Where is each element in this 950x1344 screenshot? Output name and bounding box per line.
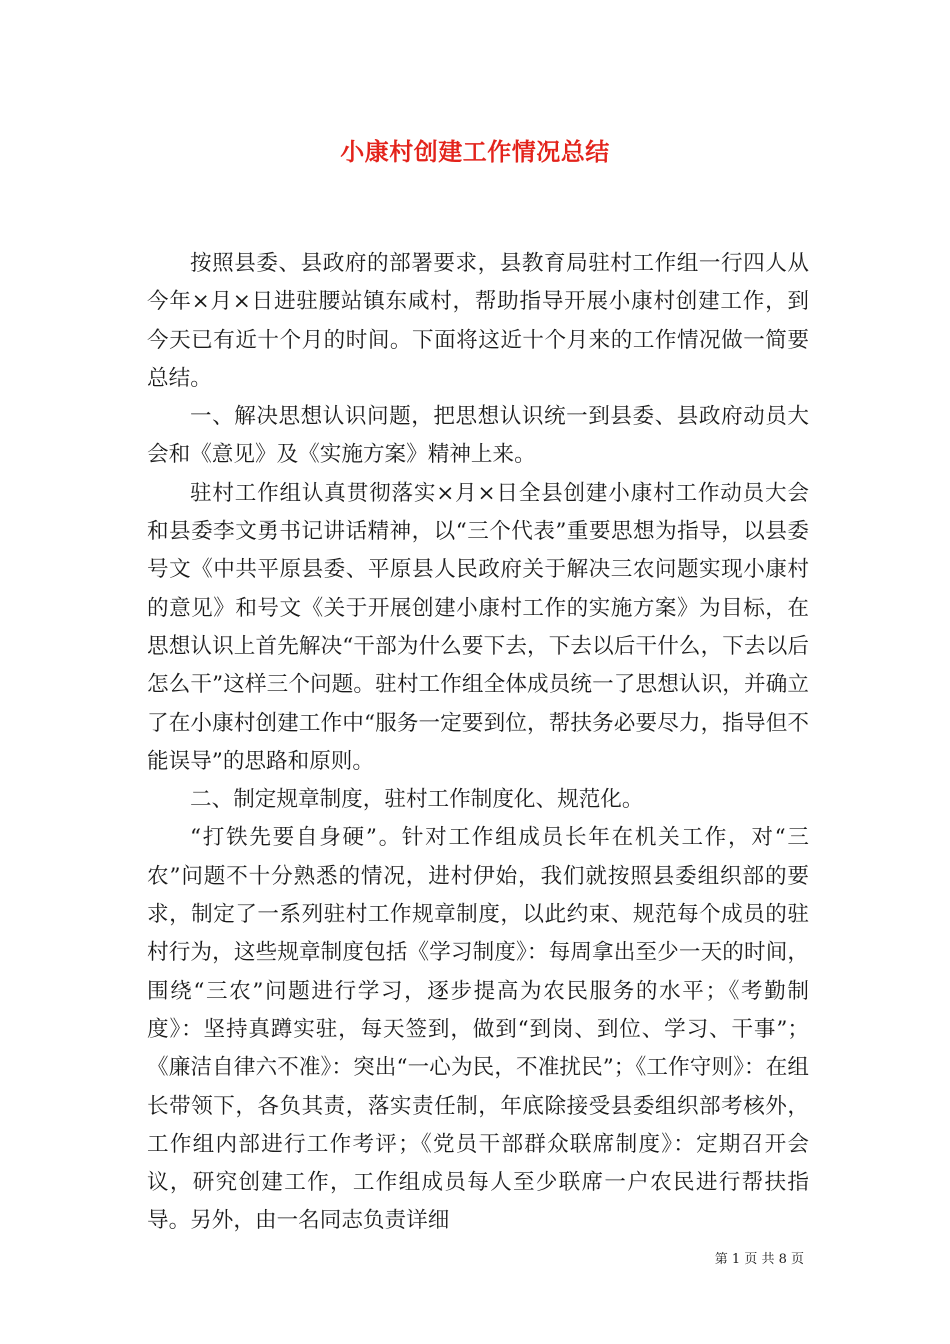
paragraph-intro: 按照县委、县政府的部署要求，县教育局驻村工作组一行四人从今年×月×日进驻腰站镇东咸村，帮助指导开展小康村创建工作，到今天已有近十个月的时间。下面将这近十个月来的工作情况做一简要总结。 (147, 251, 809, 391)
section-heading-2: 二、制定规章制度，驻村工作制度化、规范化。 (190, 787, 644, 813)
document-body (147, 245, 809, 1241)
page-number-footer: 第 1 页 共 8 页 (714, 1252, 804, 1267)
paragraph-section-1: 驻村工作组认真贯彻落实×月×日全县创建小康村工作动员大会和县委李文勇书记讲话精神，以“三个代表”重要思想为指导，以县委号文《中共平原县委、平原县人民政府关于解决三农问题实现小康村的意见》和号文《关于开展创建小康村工作的实施方案》为目标，在思想认识上首先解决“干部为什么要下去，下去以后干什么，下去以后怎么干”这样三个问题。驻村工作组全体成员统一了思想认识，并确立了在小康村创建工作中“服务一定要到位，帮扶务必要尽力，指导但不能误导”的思路和原则。 (147, 480, 809, 774)
document-title: 小康村创建工作情况总结 (340, 137, 610, 166)
paragraph-section-2: “打铁先要自身硬”。针对工作组成员长年在机关工作，对“三农”问题不十分熟悉的情况，进村伊始，我们就按照县委组织部的要求，制定了一系列驻村工作规章制度，以此约束、规范每个成员的驻村行为，这些规章制度包括《学习制度》：每周拿出至少一天的时间，围绕“三农”问题进行学习，逐步提高为农民服务的水平；《考勤制度》：坚持真蹲实驻，每天签到，做到“到岗、到位、学习、干事”；《廉洁自律六不准》：突出“一心为民，不准扰民”；《工作守则》：在组长带领下，各负其责，落实责任制，年底除接受县委组织部考核外，工作组内部进行工作考评；《党员干部群众联席制度》：定期召开会议，研究创建工作，工作组成员每人至少联席一户农民进行帮扶指导。另外，由一名同志负责详细 (147, 825, 809, 1234)
section-heading-1: 一、解决思想认识问题，把思想认识统一到县委、县政府动员大会和《意见》及《实施方案》精神上来。 (147, 404, 809, 468)
